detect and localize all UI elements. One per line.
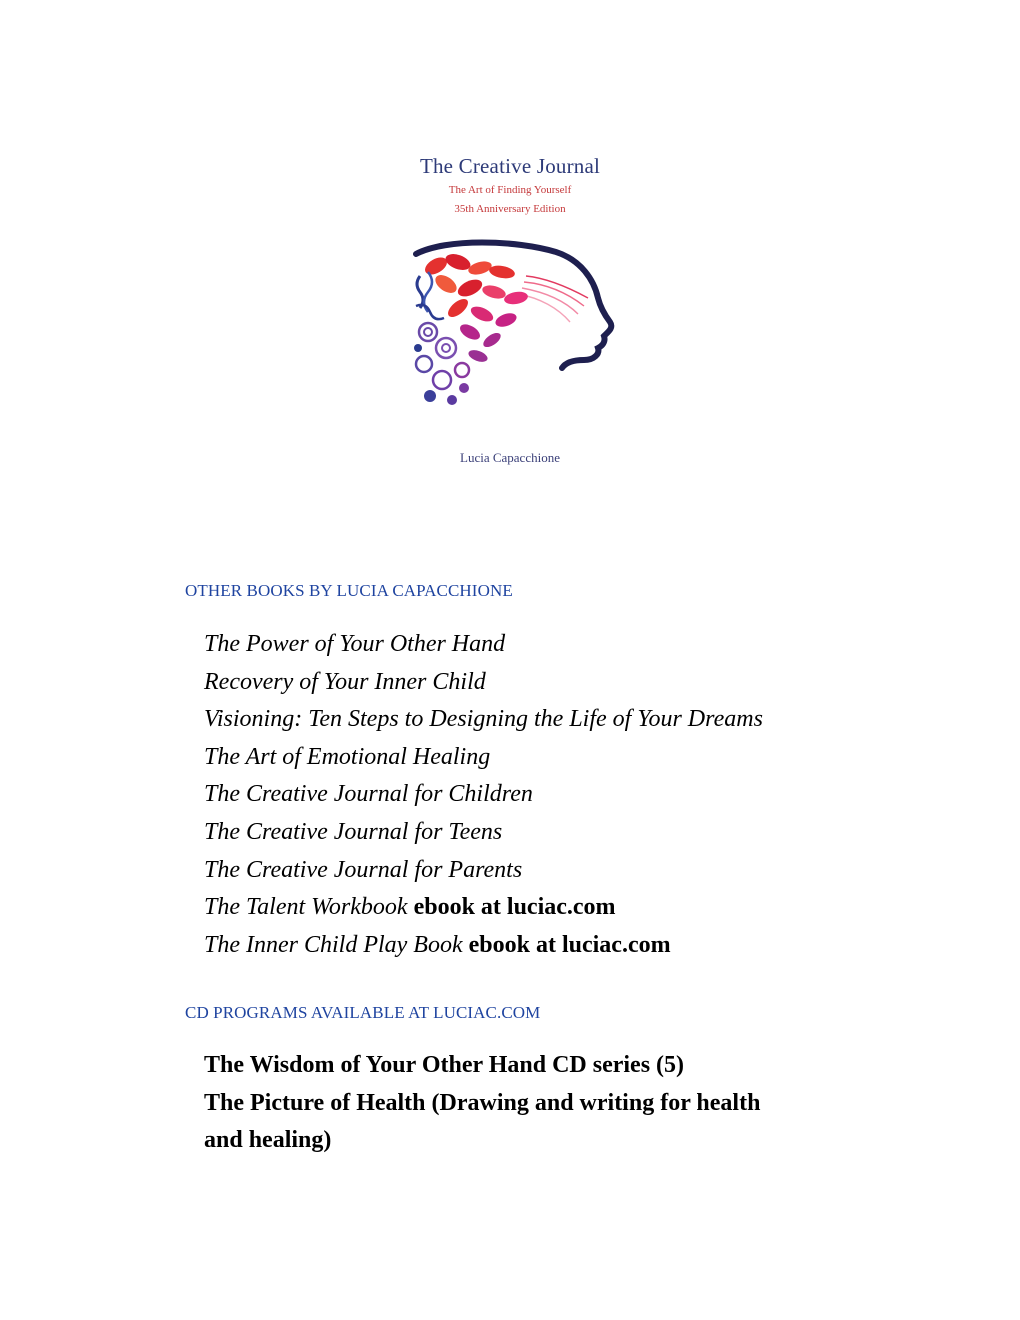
book-title: The Inner Child Play Book xyxy=(204,931,463,958)
book-title: Recovery of Your Inner Child xyxy=(204,668,486,695)
list-item: The Picture of Health (Drawing and writing for health and healing) xyxy=(204,1089,761,1154)
list-item xyxy=(204,739,763,777)
book-title: The Power of Your Other Hand xyxy=(204,631,506,657)
list-item xyxy=(204,776,763,814)
list-item xyxy=(204,889,763,927)
book-title: The Creative Journal for Parents xyxy=(204,856,523,883)
book-note: ebook at luciac.com xyxy=(413,894,616,921)
list-item xyxy=(204,626,763,664)
book-cover xyxy=(398,150,622,480)
list-item xyxy=(204,701,763,739)
cover-subtitle: The Art of Finding Yourself xyxy=(448,184,572,196)
profile-illustration xyxy=(406,236,620,408)
book-note: ebook at luciac.com xyxy=(468,931,671,958)
cover-edition: 35th Anniversary Edition xyxy=(454,203,566,215)
other-books-list xyxy=(204,626,763,964)
other-books-heading: OTHER BOOKS BY LUCIA CAPACCHIONE xyxy=(185,581,513,600)
book-title: The Art of Emotional Healing xyxy=(204,743,491,770)
book-title: The Creative Journal for Teens xyxy=(204,818,503,845)
list-item xyxy=(204,814,763,852)
cd-programs-list xyxy=(204,1047,804,1160)
list-item xyxy=(204,927,763,965)
book-title: The Creative Journal for Children xyxy=(204,781,533,808)
list-item: The Wisdom of Your Other Hand CD series (5) xyxy=(204,1052,685,1078)
book-title: Visioning: Ten Steps to Designing the Life of Your Dreams xyxy=(204,706,763,733)
cover-author: Lucia Capacchione xyxy=(460,450,560,465)
list-item xyxy=(204,664,763,702)
cover-title: The Creative Journal xyxy=(419,154,601,178)
book-title: The Talent Workbook xyxy=(204,894,408,921)
cd-programs-heading: CD PROGRAMS AVAILABLE AT LUCIAC.COM xyxy=(185,1003,541,1022)
list-item xyxy=(204,852,763,890)
